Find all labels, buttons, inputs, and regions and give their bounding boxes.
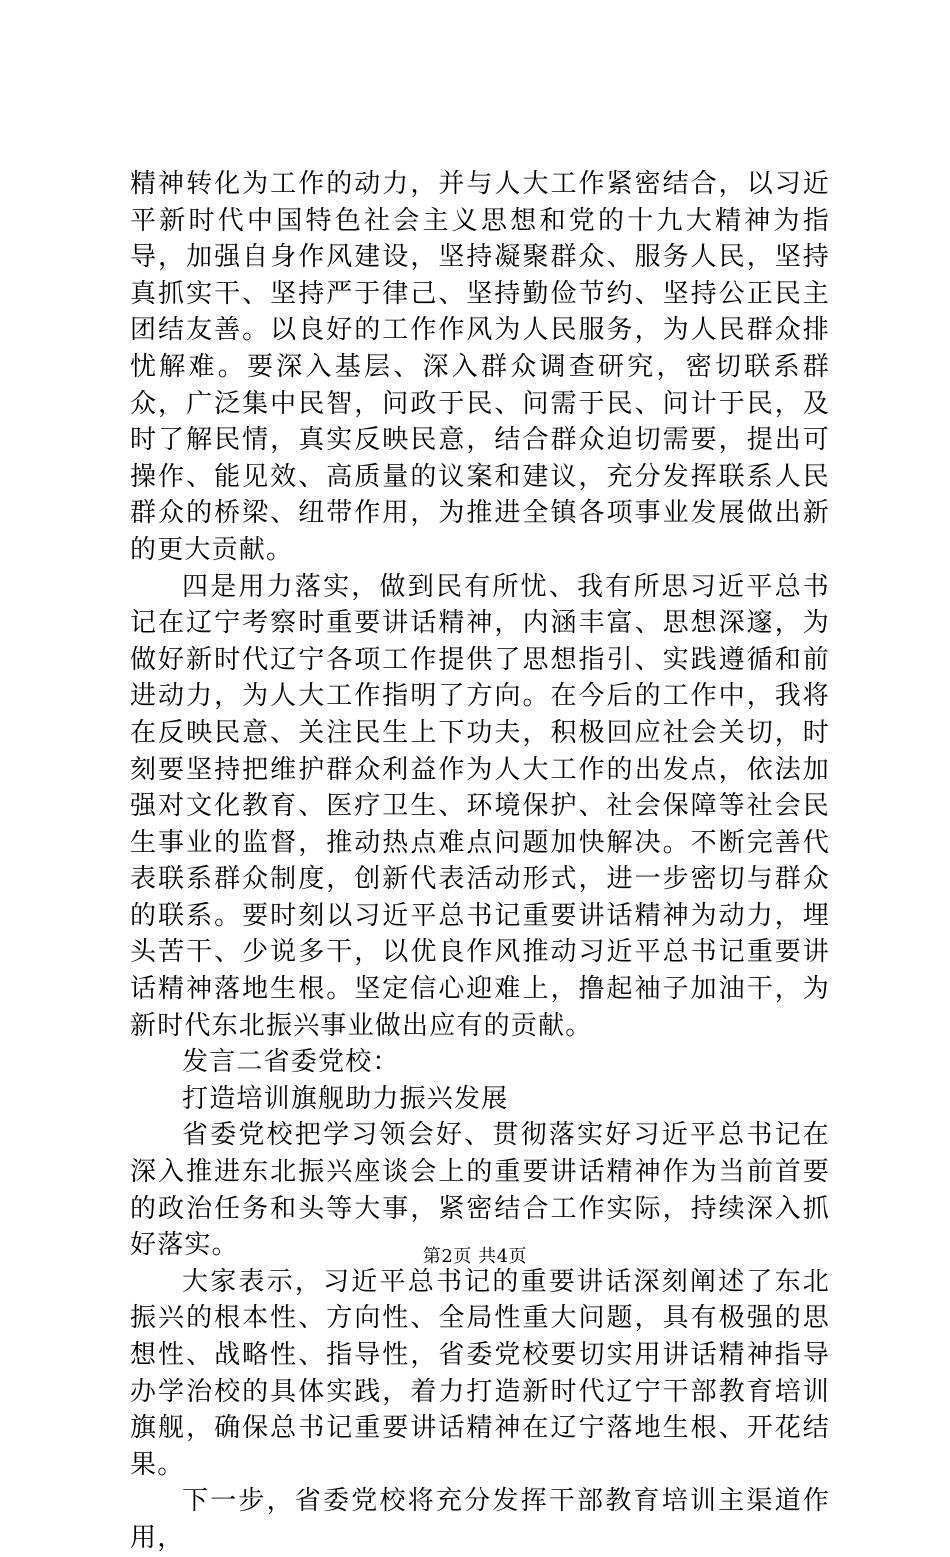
paragraph-everyone-said: 大家表示，习近平总书记的重要讲话深刻阐述了东北振兴的根本性、方向性、全局性重大问题，具有极强的思想性、战略性、指导性，省委党校要切实用讲话精神指导办学治校的具体实践，着力打造新时代辽宁干部教育培训旗舰，确保总书记重要讲话精神在辽宁落地生根、开花结果。 [130,1266,830,1480]
paragraph-party-school-intro: 省委党校把学习领会好、贯彻落实好习近平总书记在深入推进东北振兴座谈会上的重要讲话精神作为当前首要的政治任务和头等大事，紧密结合工作实际，持续深入抓好落实。 [130,1120,830,1261]
section-subtitle: 打造培训旗舰助力振兴发展 [182,1083,509,1114]
paragraph-continuation: 精神转化为工作的动力，并与人大工作紧密结合，以习近平新时代中国特色社会主义思想和党的十九大精神为指导，加强自身作风建设，坚持凝聚群众、服务人民，坚持真抓实干、坚持严于律己、坚持勤俭节约、坚持公正民主团结友善。以良好的工作作风为人民服务，为人民群众排忧解难。要深入基层、深入群众调查研究，密切联系群众，广泛集中民智，问政于民、问需于民、问计于民，及时了解民情，真实反映民意，结合群众迫切需要，提出可操作、能见效、高质量的议案和建议，充分发挥联系人民群众的桥梁、纽带作用，为推进全镇各项事业发展做出新的更大贡献。 [130,169,830,565]
section-heading-speaker: 发言二省委党校： [182,1047,400,1078]
paragraph-point-four: 四是用力落实，做到民有所忧、我有所思习近平总书记在辽宁考察时重要讲话精神，内涵丰富、思想深邃，为做好新时代辽宁各项工作提供了思想指引、实践遵循和前进动力，为人大工作指明了方向。在今后的工作中，我将在反映民意、关注民生上下功夫，积极回应社会关切，时刻要坚持把维护群众利益作为人大工作的出发点，依法加强对文化教育、医疗卫生、环境保护、社会保障等社会民生事业的监督，推动热点难点问题加快解决。不断完善代表联系群众制度，创新代表活动形式，进一步密切与群众的联系。要时刻以习近平总书记重要讲话精神为动力，埋头苦干、少说多干，以优良作风推动习近平总书记重要讲话精神落地生根。坚定信心迎难上，撸起袖子加油干，为新时代东北振兴事业做出应有的贡献。 [130,571,830,1041]
paragraph-next-step: 下一步，省委党校将充分发挥干部教育培训主渠道作用， [130,1486,830,1553]
page-number-footer: 第2页 共4页 [422,1246,528,1267]
document-body [130,166,830,1557]
